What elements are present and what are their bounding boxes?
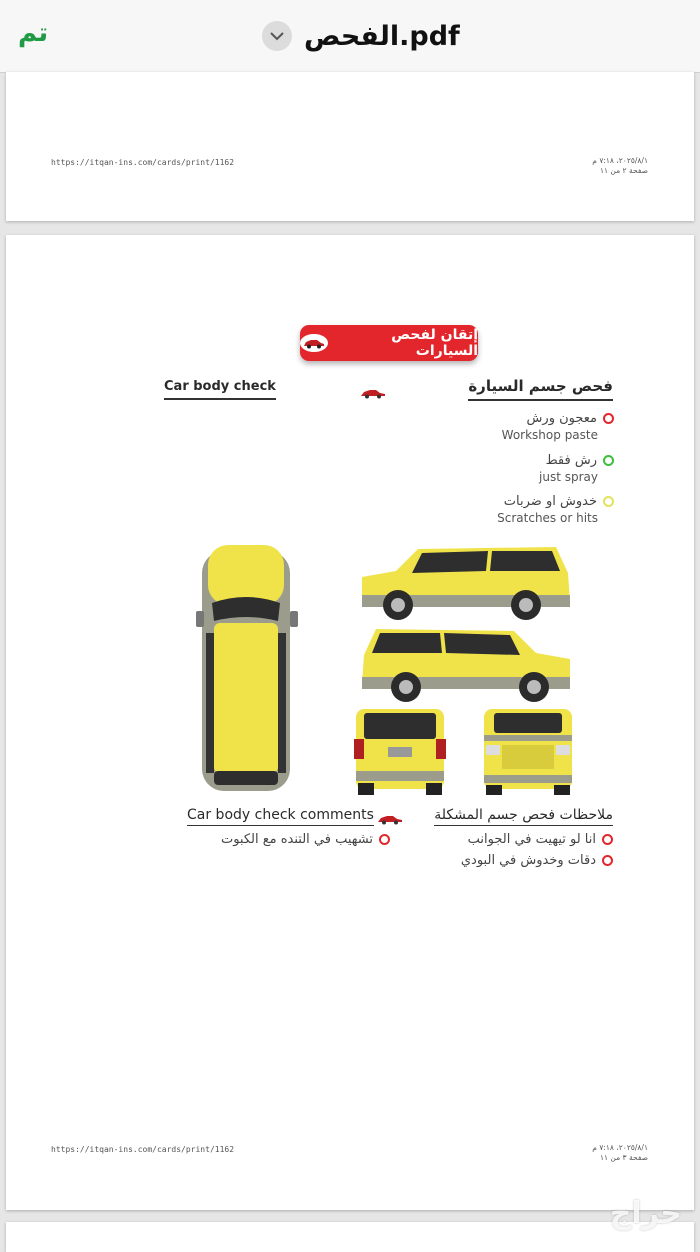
section-heading-ar: فحص جسم السيارة (468, 377, 613, 401)
pdf-page-4 (6, 1222, 694, 1252)
legend-label-en: Scratches or hits (497, 511, 598, 525)
comment-text: تشهيب في التنده مع الكبوت (220, 832, 373, 847)
section-heading-en: Car body check (164, 379, 276, 400)
small-car-icon (377, 813, 403, 825)
green-dot-icon (603, 455, 614, 466)
watermark: حراج (609, 1196, 682, 1231)
footer-meta (592, 1143, 648, 1163)
done-button[interactable]: تم (18, 18, 49, 48)
brand-logo-text: إتقان لفحص السيارات (391, 327, 478, 359)
pdf-page-2 (6, 72, 694, 221)
footer-meta (592, 156, 648, 176)
legend-label-ar: رش فقط (545, 453, 597, 468)
car-logo-icon (300, 334, 328, 352)
red-dot-icon (602, 855, 613, 866)
brand-logo (300, 325, 478, 361)
small-car-icon (360, 387, 386, 399)
footer-url: https://itqan-ins.com/cards/print/1162 (51, 1145, 235, 1154)
chevron-down-icon (270, 32, 284, 41)
footer-date: ٢٠٢٥/٨/١، ٧:١٨ م (592, 1143, 648, 1152)
document-title: الفحص.pdf (304, 20, 460, 52)
pdf-page-3 (6, 235, 694, 1210)
footer-page-number: صفحة ٢ من ١١ (599, 166, 648, 175)
car-front-view (476, 705, 580, 797)
legend-item (539, 453, 614, 484)
yellow-dot-icon (603, 496, 614, 507)
footer-url: https://itqan-ins.com/cards/print/1162 (51, 158, 235, 167)
car-top-view (192, 543, 302, 798)
title-wrap (262, 18, 460, 54)
red-dot-icon (603, 413, 614, 424)
red-dot-icon (602, 834, 613, 845)
car-left-side-view (356, 625, 576, 703)
title-menu-button[interactable] (262, 21, 292, 51)
legend-label-en: Workshop paste (501, 428, 598, 442)
comment-text: دقات وخدوش في البودي (460, 853, 596, 868)
comment-item (221, 832, 390, 847)
comment-item (461, 853, 613, 868)
legend-item (497, 494, 614, 525)
comment-text: انا لو تيهيت في الجوانب (467, 832, 596, 847)
comment-item (468, 832, 613, 847)
top-bar (0, 0, 700, 73)
legend-item (502, 411, 614, 442)
red-dot-icon (379, 834, 390, 845)
car-right-side-view (356, 543, 576, 621)
legend-label-en: just spray (539, 470, 598, 484)
car-rear-view (348, 705, 452, 797)
comments-heading-en: Car body check comments (187, 807, 374, 826)
legend-label-ar: معجون ورش (526, 411, 597, 426)
comments-heading-ar: ملاحظات فحص جسم المشكلة (434, 807, 613, 826)
legend-label-ar: خدوش او ضربات (503, 494, 597, 509)
footer-date: ٢٠٢٥/٨/١، ٧:١٨ م (592, 156, 648, 165)
footer-page-number: صفحة ٣ من ١١ (599, 1153, 648, 1162)
